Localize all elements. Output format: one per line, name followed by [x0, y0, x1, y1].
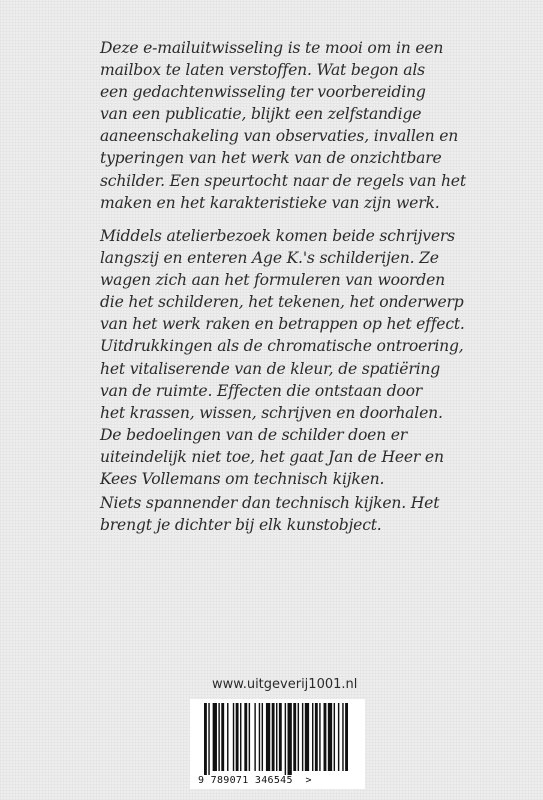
barcode-bar [276, 703, 277, 771]
barcode-bar [249, 703, 250, 771]
barcode-bar [315, 703, 318, 771]
blurb-line: van het werk raken en betrappen op het effect. [100, 315, 465, 334]
blurb-line: van een publicatie, blijkt een zelfstandige [100, 105, 422, 124]
blurb-line: langszij en enteren Age K.'s schilderijen. Ze [100, 249, 439, 268]
barcode-bar [324, 703, 327, 771]
blurb-line: uiteindelijk niet toe, het gaat Jan de Heer en [100, 447, 444, 466]
blurb-line: Middels atelierbezoek komen beide schrijvers [100, 227, 455, 245]
blurb-line: het krassen, wissen, schrijven en doorhalen. [100, 403, 443, 422]
blurb-line: aaneenschakeling van observaties, invallen en [100, 127, 459, 146]
blurb-line: typeringen van het werk van de onzichtbare [100, 149, 442, 168]
barcode-bar [259, 703, 260, 771]
barcode-bar [254, 703, 255, 771]
barcode-bar [338, 703, 339, 771]
barcode-bar [221, 703, 224, 771]
barcode-bar [334, 703, 335, 771]
barcode-bar [262, 703, 263, 771]
blurb-line: van de ruimte. Effecten die ontstaan door [100, 381, 423, 400]
barcode-bar [218, 703, 219, 771]
barcode-bar [233, 703, 234, 771]
blurb-line: Niets spannender dan technisch kijken. Het [100, 494, 440, 512]
barcode-bar [288, 703, 292, 775]
barcode-bar [312, 703, 313, 771]
barcode-bar [279, 703, 282, 771]
barcode-bar [266, 703, 270, 771]
barcode-bar [293, 703, 296, 771]
barcode-bar [208, 703, 209, 775]
blurb-paragraph-3 [100, 492, 530, 536]
blurb-line: Uitdrukkingen als de chromatische ontroering, [100, 337, 464, 356]
blurb-line: Deze e-mailuitwisseling is te mooi om in een [100, 39, 444, 57]
barcode-bar [244, 703, 247, 771]
barcode-bar [305, 703, 309, 771]
barcode-bar [236, 703, 239, 771]
blurb-line: wagen zich aan het formuleren van woorden [100, 271, 445, 290]
blurb-line: het vitaliserende van de kleur, de spatiëring [100, 359, 440, 378]
barcode-bar [204, 703, 207, 775]
blurb-line: Kees Vollemans om technisch kijken. [100, 470, 385, 489]
barcode-bars [190, 699, 365, 775]
barcode-bar [319, 703, 320, 771]
blurb-paragraph-2 [100, 225, 530, 490]
barcode-bar [213, 703, 217, 771]
barcode-bar [227, 703, 228, 771]
blurb-line: een gedachtenwisseling ter voorbereiding [100, 83, 426, 102]
barcode-bar [240, 703, 241, 771]
barcode-bar [272, 703, 275, 771]
blurb-line: De bedoelingen van de schilder doen er [100, 425, 408, 444]
blurb-line: maken en het karakteristieke van zijn werk. [100, 193, 440, 212]
blurb-line: mailbox te laten verstoffen. Wat begon als [100, 61, 425, 80]
blurb-paragraph-1 [100, 37, 530, 214]
isbn-number: 9 789071 346545 > [198, 775, 312, 786]
isbn-barcode [190, 699, 365, 789]
barcode-bar [328, 703, 332, 771]
blurb-line: die het schilderen, het tekenen, het onderwerp [100, 293, 464, 312]
barcode-bar [342, 703, 343, 771]
blurb-line: schilder. Een speurtocht naar de regels van het [100, 171, 466, 190]
blurb-line: brengt je dichter bij elk kunstobject. [100, 516, 382, 535]
publisher-website: www.uitgeverij1001.nl [212, 677, 358, 692]
barcode-bar [302, 703, 303, 771]
barcode-bar [285, 703, 286, 775]
barcode-bar [345, 703, 348, 771]
barcode-bar [298, 703, 299, 771]
